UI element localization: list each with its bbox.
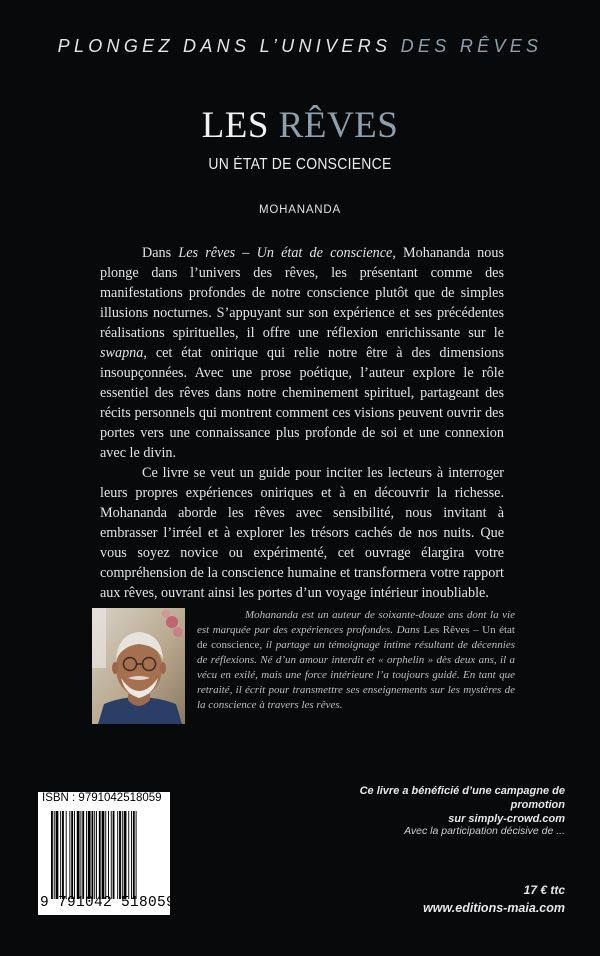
barcode-bars xyxy=(51,811,165,899)
synopsis-book-title: Les rêves – Un état de conscience xyxy=(178,245,393,261)
isbn-label: ISBN : 9791042518059 xyxy=(42,792,162,804)
barcode xyxy=(38,792,176,915)
tagline-accent: DES RÊVES xyxy=(400,36,543,56)
promo-line-1: Ce livre a bénéficié d’une campagne de promotion xyxy=(359,785,565,811)
promo-text xyxy=(305,784,565,826)
title-part1: LES xyxy=(201,105,269,146)
book-subtitle: UN ÉTAT DE CONSCIENCE xyxy=(208,156,392,173)
author-photo xyxy=(92,608,185,724)
participation-text: Avec la participation décisive de ... xyxy=(404,825,565,837)
book-title xyxy=(0,104,600,147)
synopsis-text: , cet état onirique qui relie notre être à des dimensions insoupçonnées. Avec une prose poétique, l’auteur explore le rôle essentiel des rêves dans notre cheminement spirituel, partageant des récits personnels qui montrent comment ces visions peuvent ouvrir des portes vers une connaissance plus profonde de soi et une connexion avec le divin. xyxy=(100,345,504,461)
promo-line-2: sur simply-crowd.com xyxy=(448,813,565,825)
bio-book-title: Les Rêves – Un état de conscience xyxy=(197,624,515,651)
synopsis-paragraph-2: Ce livre se veut un guide pour inciter les lecteurs à interroger leurs propres expériences oniriques et à en découvrir la richesse. Mohananda aborde les rêves avec sensibilité, nous invitant à embrasser l’irréel et à explorer les trésors cachés de nos nuits. Que vous soyez novice ou expérimenté, cet ouvrage élargira votre compréhension de la conscience humaine et transformera votre rapport aux rêves, ouvrant ainsi les portes d’un voyage intérieur inoubliable. xyxy=(100,465,504,601)
author-name: MOHANANDA xyxy=(259,204,341,216)
synopsis-term: swapna xyxy=(100,345,144,361)
title-part2: RÊVES xyxy=(278,105,399,146)
bio-text: Mohananda est un auteur de soixante-douze ans dont la vie est marquée par des expériences profondes. Dans xyxy=(197,609,515,636)
synopsis xyxy=(100,243,504,603)
price: 17 € ttc xyxy=(523,883,565,897)
bio-text: , il partage un témoignage intime résultant de décennies de réflexions. Né d’un amour interdit et « orphelin » dès deux ans, il a vécu en exilé, mais une force intérieure l’a toujours guidé. En tant que retraité, il écrit pour transmettre ses enseignements sur les mystères de la conscience à travers les rêves. xyxy=(197,639,515,711)
author-bio xyxy=(197,608,515,713)
publisher-website: www.editions-maia.com xyxy=(423,901,565,915)
synopsis-text: , Mohananda nous plonge dans l’univers des rêves, les présentant comme des manifestations profondes de notre conscience plutôt que de simples illusions nocturnes. S’appuyant sur son expérience et ses précédentes réalisations spirituelles, il offre une réflexion enrichissante sur le xyxy=(100,245,504,341)
synopsis-text: Dans xyxy=(142,245,179,261)
tagline xyxy=(0,36,600,57)
tagline-main: PLONGEZ DANS L’UNIVERS xyxy=(57,36,392,56)
synopsis-paragraph-1 xyxy=(100,243,504,463)
ean-digits: 9 791042 518059 xyxy=(40,895,176,911)
